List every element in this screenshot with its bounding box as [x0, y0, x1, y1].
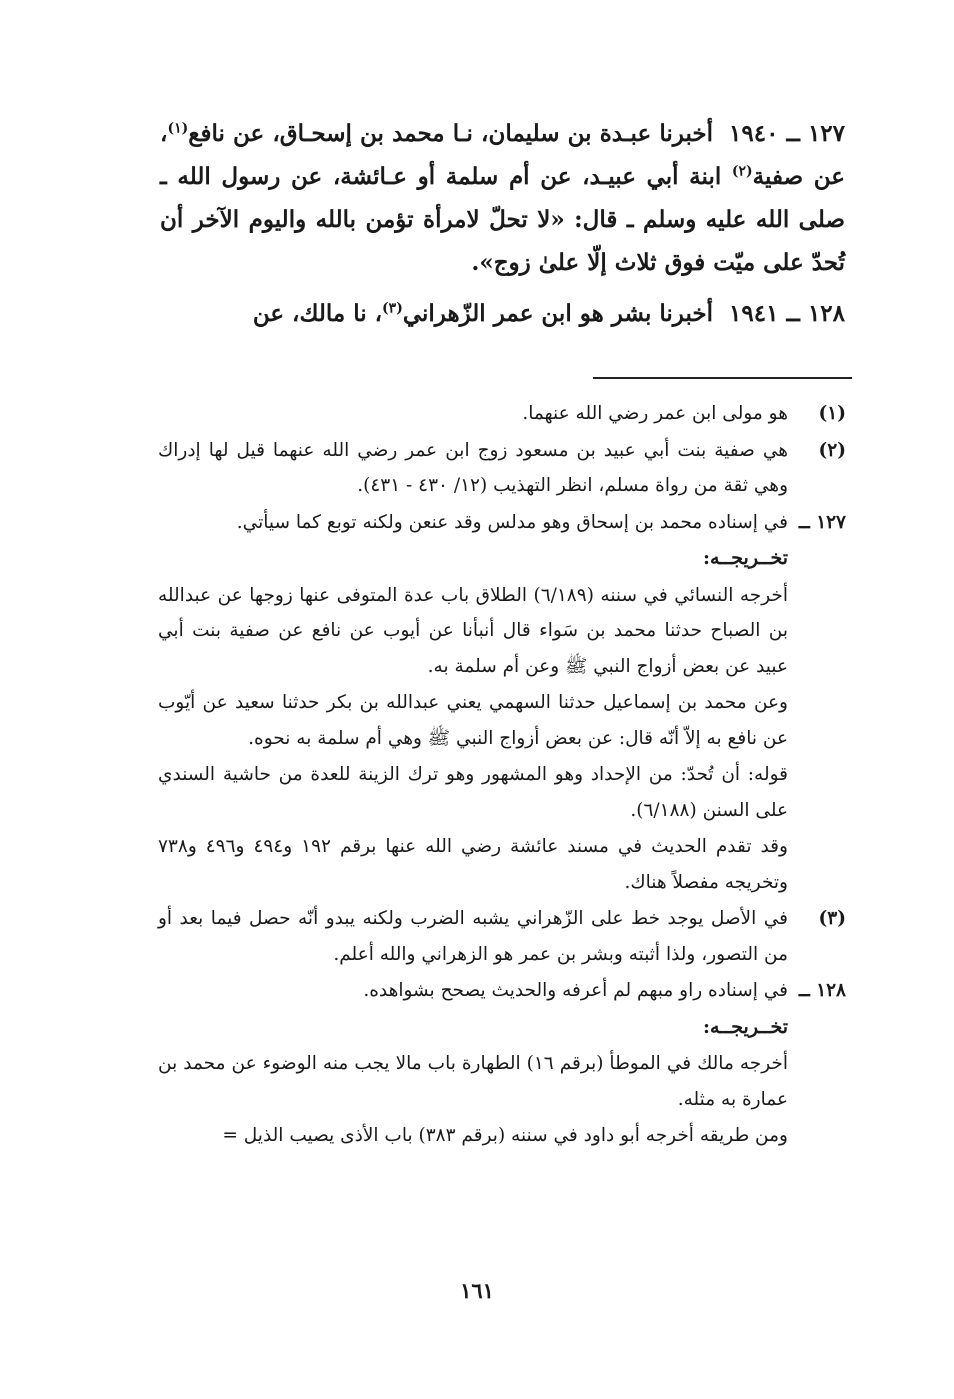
- footnote-text: في الأصل يوجد خط على الزّهراني يشبه الضرب ولكنه يبدو أنّه حصل فيما بعد أو من التصور، ولذا أثبته وبشر بن عمر هو الزهراني والله أعلم.: [158, 908, 788, 965]
- takhrij-paragraph: ومن طريقه أخرجه أبو داود في سننه (برقم ٣٨٣) باب الأذى يصيب الذيل =: [222, 1125, 788, 1146]
- main-text: [160, 112, 845, 343]
- commentary-text: في إسناده محمد بن إسحاق وهو مدلس وقد عنعن ولكنه توبع كما سيأتي.: [236, 511, 788, 533]
- hadith-number: ١٢٨ ــ ١٩٤١: [729, 300, 845, 327]
- footnote-ref: (٣): [382, 300, 403, 317]
- takhrij-128: [158, 1010, 846, 1154]
- commentary-128: [158, 973, 846, 1009]
- takhrij-127: [158, 541, 846, 900]
- takhrij-paragraph: وقد تقدم الحديث في مسند عائشة رضي الله عنها برقم ١٩٢ و٤٩٤ و٤٩٦ و٧٣٨ وتخريجه مفصلاً هناك.: [158, 836, 788, 893]
- footnote-marker: (٣): [818, 908, 846, 929]
- takhrij-paragraph: قوله: أن تُحدّ: من الإحداد وهو المشهور وهو ترك الزينة للعدة من حاشية السندي على السنن (٦/١٨٨).: [158, 764, 788, 821]
- footnote-text: هي صفية بنت أبي عبيد بن مسعود زوج ابن عمر رضي الله عنهما قيل لها إدراك وهي ثقة من رواة مسلم، انظر التهذيب (١٢/ ٤٣٠ - ٤٣١).: [158, 439, 788, 496]
- footnote-ref: (٢): [731, 163, 753, 180]
- footnotes: [158, 396, 846, 1155]
- hadith-number: ١٢٧ ــ ١٩٤٠: [729, 120, 845, 147]
- footnote-text: هو مولى ابن عمر رضي الله عنهما.: [522, 403, 788, 424]
- commentary-marker: ١٢٨ ــ: [798, 980, 846, 1001]
- footnote-2: [158, 433, 846, 504]
- takhrij-heading: تخــريجــه:: [702, 1015, 788, 1038]
- takhrij-paragraph: أخرجه مالك في الموطأ (برقم ١٦) الطهارة باب مالا يجب منه الوضوء عن محمد بن عمارة به مثله.: [158, 1053, 788, 1110]
- commentary-127: [158, 505, 846, 541]
- takhrij-heading: تخــريجــه:: [702, 547, 788, 569]
- footnote-marker: (١): [818, 403, 846, 424]
- page-number: ١٦١: [460, 1278, 494, 1303]
- footnote-separator: [593, 377, 852, 379]
- hadith-text: أخبرنا بشر هو ابن عمر الزّهراني: [402, 300, 714, 327]
- hadith-1940: [160, 112, 845, 284]
- footnote-marker: (٢): [818, 439, 846, 461]
- hadith-1941: [160, 292, 845, 335]
- footnote-ref: (١): [167, 120, 189, 137]
- commentary-marker: ١٢٧ ــ: [798, 511, 846, 533]
- hadith-text: ، عن صفية: [160, 120, 845, 190]
- hadith-text: ابنة أبي عبيـد، عن أم سلمة أو عـائشة، عن رسول الله ـ صلى الله عليه وسلم ـ قال: «لا تحلّ لامرأة تؤمن بالله واليوم الآخر أن تُحدّ على ميّت فوق ثلاث إلّا علىٰ زوج».: [160, 163, 845, 276]
- hadith-text: أخبرنا عبـدة بن سليمان، نـا محمد بن إسحـاق، عن نافع: [188, 120, 714, 147]
- takhrij-paragraph: وعن محمد بن إسماعيل حدثنا السهمي يعني عبدالله بن بكر حدثنا سعيد عن أيّوب عن نافع به إلاّ أنّه قال: عن بعض أزواج النبي ﷺ وهي أم سلمة به نحوه.: [158, 692, 788, 749]
- takhrij-paragraph: أخرجه النسائي في سننه (٦/١٨٩) الطلاق باب عدة المتوفى عنها زوجها عن عبدالله بن الصباح حدثنا محمد بن سَواء قال أنبأنا عن أيوب عن نافع عن صفية بنت أبي عبيد عن بعض أزواج النبي ﷺ وعن أم سلمة به.: [158, 584, 789, 677]
- commentary-text: في إسناده راو مبهم لم أعرفه والحديث يصحح بشواهده.: [363, 980, 788, 1001]
- footnote-3: [158, 901, 846, 972]
- hadith-text: ، نا مالك، عن: [252, 300, 383, 327]
- footnote-1: [158, 396, 846, 432]
